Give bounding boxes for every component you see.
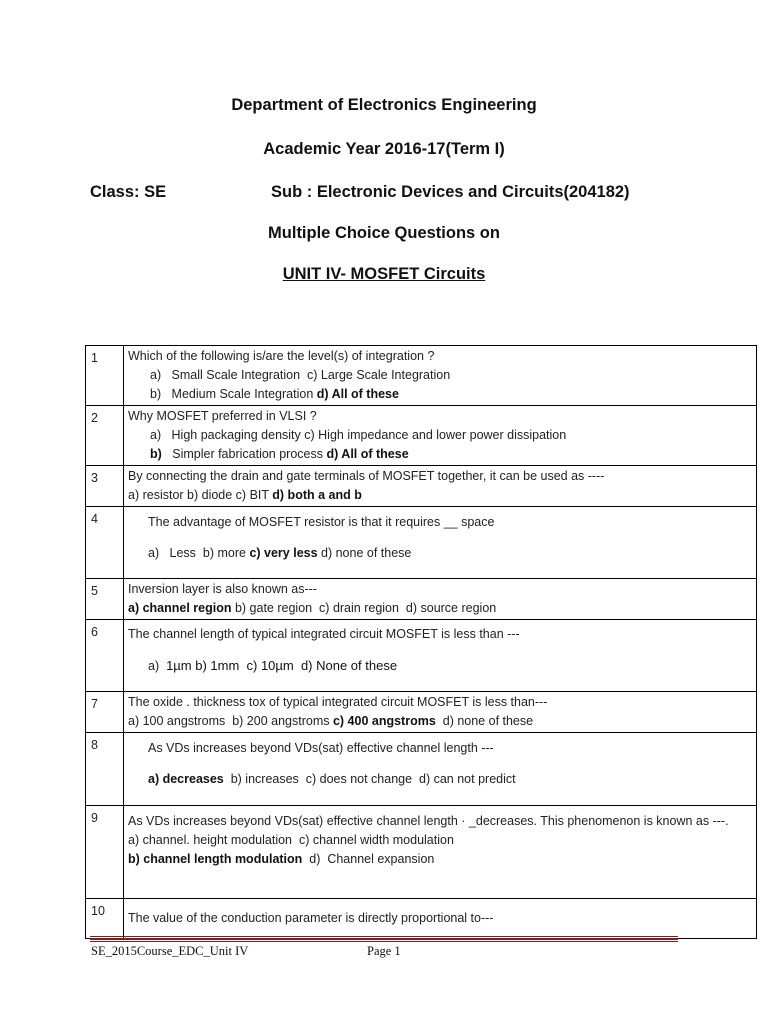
question-row — [86, 620, 757, 692]
question-number: 10 — [86, 899, 124, 939]
question-text: Why MOSFET preferred in VLSI ? — [128, 409, 317, 423]
option-line — [128, 445, 752, 464]
question-text: The oxide . thickness tox of typical integrated circuit MOSFET is less than--- — [128, 695, 548, 709]
class-label: Class: SE — [90, 183, 167, 201]
department-title: Department of Electronics Engineering — [231, 96, 537, 114]
question-row — [86, 806, 757, 899]
option-line — [128, 544, 752, 563]
option-line — [128, 486, 752, 505]
answer-text: c) 400 angstroms — [332, 714, 436, 728]
option-text: a) — [148, 659, 167, 673]
question-row — [86, 406, 757, 466]
option-label: b) — [150, 447, 162, 461]
option-line: a) Small Scale Integration c) Large Scale Integration — [150, 368, 451, 382]
question-text: Which of the following is/are the level(s) of integration ? — [128, 349, 435, 363]
question-cell — [124, 692, 757, 733]
question-row — [86, 507, 757, 579]
question-text: As VDs increases beyond VDs(sat) effective channel length · _decreases. This phenomenon is known as ---. — [128, 814, 729, 828]
option-text: d) none of these — [435, 714, 534, 728]
question-cell — [124, 806, 757, 899]
option-text: b) Medium Scale Integration — [150, 387, 314, 401]
academic-year: Academic Year 2016-17(Term I) — [263, 140, 505, 158]
question-number: 9 — [86, 806, 124, 899]
option-line — [128, 656, 752, 676]
option-text: a) resistor b) diode c) BIT — [128, 488, 269, 502]
question-number: 8 — [86, 733, 124, 806]
question-number: 3 — [86, 466, 124, 507]
question-number: 6 — [86, 620, 124, 692]
footer-course: SE_2015Course_EDC_Unit IV — [91, 944, 249, 958]
question-row — [86, 579, 757, 620]
answer-text: b) channel length modulation — [128, 852, 303, 866]
option-text: 1µm b) 1mm c) 10µm d) None of these — [166, 658, 398, 673]
question-cell — [124, 579, 757, 620]
question-number: 7 — [86, 692, 124, 733]
option-line — [128, 712, 752, 731]
question-number: 4 — [86, 507, 124, 579]
question-row — [86, 733, 757, 806]
answer-text: d) both a and b — [272, 488, 362, 502]
question-text: The advantage of MOSFET resistor is that it requires __ space — [148, 515, 495, 529]
option-text: b) increases c) does not change d) can not predict — [223, 772, 516, 786]
question-text: As VDs increases beyond VDs(sat) effective channel length --- — [148, 741, 494, 755]
question-row — [86, 692, 757, 733]
footer-rule — [90, 938, 678, 940]
option-line: a) High packaging density c) High impedance and lower power dissipation — [150, 428, 567, 442]
question-text: Inversion layer is also known as--- — [128, 582, 317, 596]
option-text: Simpler fabrication process — [161, 447, 323, 461]
question-cell — [124, 733, 757, 806]
question-cell — [124, 346, 757, 406]
option-line — [128, 385, 752, 404]
option-text: a) Less b) more — [148, 546, 246, 560]
footer-page-number: Page 1 — [367, 944, 401, 958]
subject-label: Sub : Electronic Devices and Circuits(204182) — [271, 183, 630, 201]
question-row — [86, 899, 757, 939]
question-cell — [124, 899, 757, 939]
option-text: a) 100 angstroms b) 200 angstroms — [128, 714, 333, 728]
question-row — [86, 466, 757, 507]
option-text: d) Channel expansion — [302, 852, 435, 866]
option-line: a) channel. height modulation c) channel width modulation — [128, 833, 454, 847]
footer-rule — [90, 936, 678, 937]
answer-text: c) very less — [249, 546, 318, 560]
question-text: By connecting the drain and gate terminals of MOSFET together, it can be used as ---- — [128, 469, 605, 483]
option-text: d) none of these — [317, 546, 412, 560]
question-cell — [124, 406, 757, 466]
option-text: b) gate region c) drain region d) source region — [231, 601, 497, 615]
question-text: The channel length of typical integrated circuit MOSFET is less than --- — [128, 627, 520, 641]
answer-text: d) All of these — [326, 447, 409, 461]
question-row — [86, 346, 757, 406]
footer-rule — [90, 941, 678, 942]
answer-text: d) All of these — [316, 387, 399, 401]
option-line — [128, 850, 752, 869]
question-cell — [124, 620, 757, 692]
mcq-title: Multiple Choice Questions on — [268, 224, 500, 242]
answer-text: a) channel region — [128, 601, 232, 615]
question-text: The value of the conduction parameter is directly proportional to--- — [128, 911, 494, 925]
question-number: 2 — [86, 406, 124, 466]
unit-title — [0, 265, 768, 284]
unit-title-text: UNIT IV- MOSFET Circuits — [282, 265, 486, 283]
question-number: 1 — [86, 346, 124, 406]
question-cell — [124, 466, 757, 507]
option-line — [128, 770, 752, 789]
answer-text: a) decreases — [148, 772, 224, 786]
questions-table — [85, 345, 757, 939]
question-number: 5 — [86, 579, 124, 620]
question-cell — [124, 507, 757, 579]
option-line — [128, 599, 752, 618]
